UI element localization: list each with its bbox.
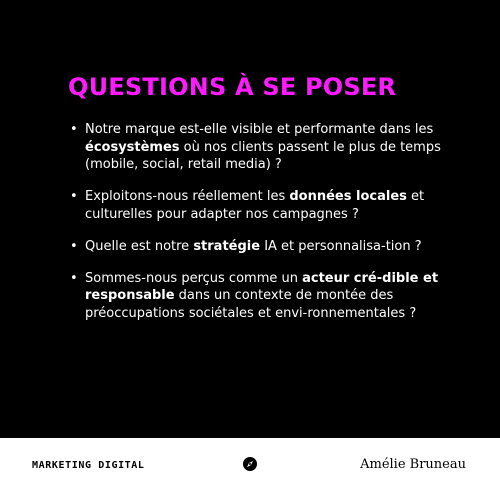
question-text: Notre marque est-elle visible et performante dans les [85, 122, 434, 137]
bullet-marker: • [70, 238, 78, 254]
bullet-marker: • [70, 122, 78, 137]
question-item [70, 270, 450, 323]
question-text: Sommes-nous perçus comme un [85, 270, 303, 286]
bullet-marker: • [70, 270, 78, 286]
footer-brand-left: MARKETING DIGITAL [32, 460, 145, 471]
footer-bar [0, 438, 500, 500]
question-highlight: stratégie [193, 238, 261, 254]
compass-icon [243, 457, 257, 471]
bullet-marker: • [70, 189, 78, 204]
question-item [70, 121, 450, 174]
question-text: IA et personnalisa-tion ? [260, 238, 422, 254]
question-text: Exploitons-nous réellement les [85, 189, 290, 204]
question-text: Quelle est notre [85, 238, 194, 254]
footer-author: Amélie Bruneau [360, 457, 466, 472]
question-highlight: données locales [289, 189, 407, 204]
question-highlight: écosystèmes [85, 139, 180, 155]
question-highlight: acteur cré-dible et responsable [85, 270, 439, 303]
question-text: et culturelles pour adapter nos campagnes ? [85, 189, 425, 222]
question-item [70, 188, 450, 223]
slide-title: QUESTIONS À SE POSER [68, 73, 397, 101]
question-list [70, 121, 450, 337]
question-text: où nos clients passent le plus de temps (mobile, social, retail media) ? [85, 139, 441, 172]
question-text: dans un contexte de montée des préoccupations sociétales et envi-ronnementales ? [85, 288, 417, 321]
question-item [70, 238, 450, 256]
